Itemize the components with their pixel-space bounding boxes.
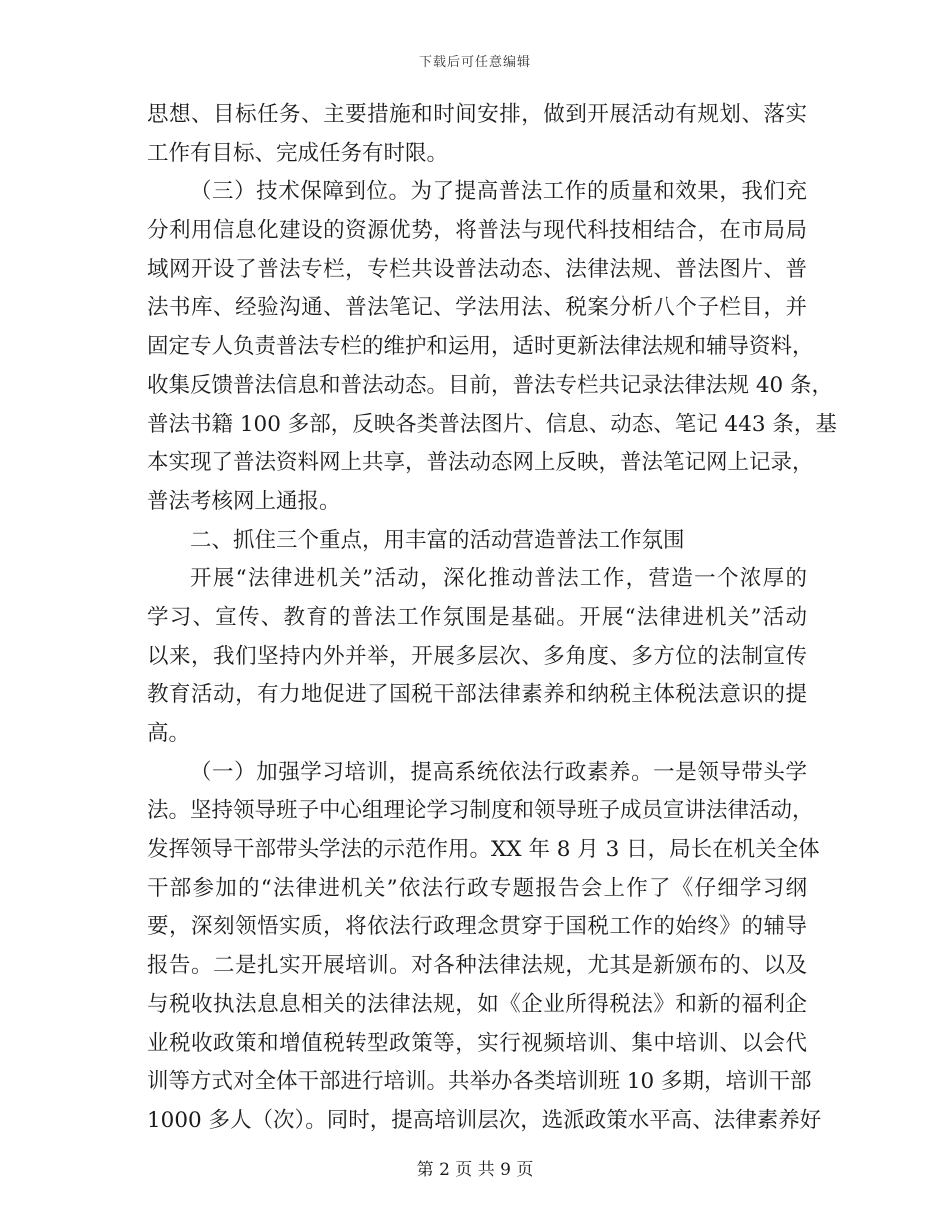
text-line: 普法考核网上通报。 (147, 488, 341, 514)
text-line: 高。 (147, 721, 191, 746)
text-line: 以来，我们坚持内外并举，开展多层次、多角度、多方位的法制宣传 (147, 643, 807, 669)
text-line: 工作有目标、完成任务有时限。 (147, 140, 449, 166)
text-line: 发挥领导干部带头学法的示范作用。XX 年 8 月 3 日，局长在机关全体 (147, 837, 820, 863)
document-body (147, 96, 837, 1141)
text-line: 法书库、经验沟通、普法笔记、学法用法、税案分析八个子栏目，并 (147, 295, 807, 321)
text-line: 分利用信息化建设的资源优势，将普法与现代科技相结合，在市局局 (147, 218, 807, 244)
text-line: （三）技术保障到位。为了提高普法工作的质量和效果，我们充 (190, 179, 807, 205)
text-line: 与税收执法息息相关的法律法规，如《企业所得税法》和新的福利企 (147, 991, 807, 1017)
text-line: 域网开设了普法专栏，专栏共设普法动态、法律法规、普法图片、普 (147, 256, 807, 282)
text-line: 思想、目标任务、主要措施和时间安排，做到开展活动有规划、落实 (147, 102, 807, 127)
text-line: 业税收政策和增值税转型政策等，实行视频培训、集中培训、以会代 (147, 1030, 807, 1056)
text-line: 法。坚持领导班子中心组理论学习制度和领导班子成员宣讲法律活动， (147, 798, 814, 824)
text-line: 固定专人负责普法专栏的维护和运用，适时更新法律法规和辅导资料， (147, 334, 814, 360)
text-line: 收集反馈普法信息和普法动态。目前，普法专栏共记录法律法规 40 条， (147, 372, 834, 398)
section-heading: 二、抓住三个重点，用丰富的活动营造普法工作氛围 (190, 527, 685, 553)
text-line: 教育活动，有力地促进了国税干部法律素养和纳税主体税法意识的提 (147, 682, 807, 708)
page-number-footer: 第 2 页 共 9 页 (416, 1160, 534, 1180)
page-header: 下载后可任意编辑 (418, 55, 531, 70)
text-line: 普法书籍 100 多部，反映各类普法图片、信息、动态、笔记 443 条，基 (147, 411, 837, 437)
text-line: 训等方式对全体干部进行培训。共举办各类培训班 10 多期，培训干部 (147, 1069, 812, 1095)
text-line: 要，深刻领悟实质，将依法行政理念贯穿于国税工作的始终》的辅导 (147, 914, 807, 940)
text-line: 干部参加的“法律进机关”依法行政专题报告会上作了《仔细学习纲 (147, 875, 807, 901)
text-line: 本实现了普法资料网上共享，普法动态网上反映，普法笔记网上记录， (147, 450, 814, 476)
text-line: （一）加强学习培训，提高系统依法行政素养。一是领导带头学 (190, 759, 807, 785)
text-line: 报告。二是扎实开展培训。对各种法律法规，尤其是新颁布的、以及 (147, 953, 807, 979)
text-line: 学习、宣传、教育的普法工作氛围是基础。开展“法律进机关”活动 (147, 604, 807, 630)
text-line: 开展“法律进机关”活动，深化推动普法工作，营造一个浓厚的 (190, 566, 807, 592)
text-line: 1000 多人（次）。同时，提高培训层次，选派政策水平高、法律素养好 (147, 1107, 822, 1133)
